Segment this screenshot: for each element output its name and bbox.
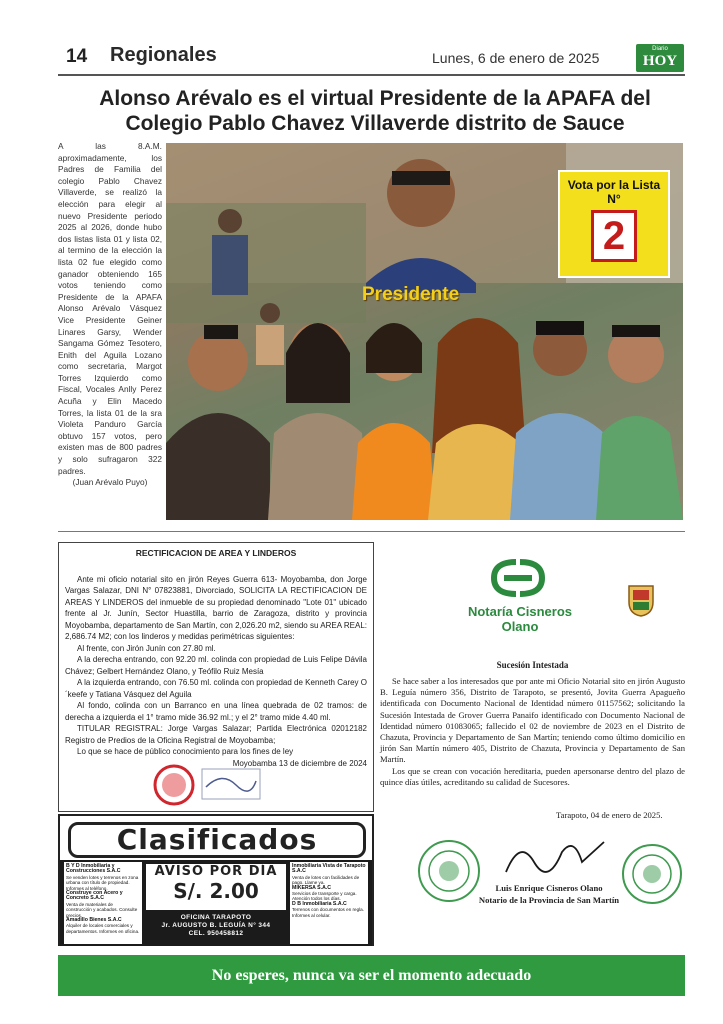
peru-crest-icon — [626, 582, 656, 618]
article-photo — [166, 143, 683, 520]
notaria-body — [380, 676, 685, 788]
signer-role: Notario de la Provincia de San Martín — [478, 895, 620, 905]
notice-paragraph: A la izquierda entrando, con 76.50 ml. colinda con propiedad de Kenneth Carey O´keefe y Tatiana Vásquez del Aguila — [65, 678, 367, 699]
aviso-box — [146, 864, 286, 910]
signer-name: Luis Enrique Cisneros Olano — [495, 883, 603, 893]
notaria-logo-icon — [488, 556, 548, 600]
notice-paragraph: Lo que se hace de público conocimiento para los fines de ley — [77, 747, 294, 756]
aviso-price: S/. 2.00 — [173, 879, 259, 903]
notaria-title: Sucesión Intestada — [496, 660, 569, 670]
notaria-notice — [380, 542, 685, 905]
vote-box — [558, 170, 670, 278]
article-body — [58, 141, 162, 489]
notice-title: RECTIFICACION DE AREA Y LINDEROS — [135, 548, 297, 558]
ad-text: Venta de materiales de construcción y acabados. Consulte precios. — [66, 901, 138, 918]
notice-paragraph: Ante mi oficio notarial sito en jirón Reyes Guerra 613- Moyobamba, don Jorge Vargas Salazar, DNI N° 07823881, Divorciado, SOLICITA LA RECTIFICACION DE AREAS Y LINDEROS del inmueble de su propiedad denominado "Lote 01" ubicado frente al Jr. Junín, Sector Huastilla, barrio de Zaragoza, distrito y provincia Moyobamba, departamento de San Martín, con 2,026.20 m2, siendo su AREA REAL: 2,686.74 M2; con los linderos y medidas perimétricas siguientes: — [65, 574, 367, 641]
newspaper-logo[interactable] — [636, 44, 684, 72]
notary-stamp-icon — [152, 763, 264, 807]
footer-banner: No esperes, nunca va ser el momento adecuado — [58, 955, 685, 996]
logo-small-text: Diario — [652, 46, 668, 52]
notary-seal-right-icon — [620, 842, 684, 906]
section-title: Regionales — [110, 44, 217, 66]
vote-number: 2 — [591, 210, 637, 262]
ad-name: Amadillo Bienes S.A.C — [66, 917, 122, 924]
issue-date: Lunes, 6 de enero de 2025 — [432, 50, 600, 66]
ad-text: Servicios de transporte y carga. Atención todos los días. — [292, 891, 357, 902]
vote-text: Vota por la Lista N° — [567, 178, 661, 206]
notice-date: Moyobamba 13 de diciembre de 2024 — [232, 758, 367, 768]
office-info — [146, 914, 286, 938]
article-body-text: A las 8.A.M. aproximadamente, los Padres de Familia del colegio Pablo Chavez Villaverde, se realizó la elección para elegir al nuevo Presidente periodo 2025 al 2026, donde hubo dos listas lista 01 y lista 02, al termino de la elección la lista 02 fue elegido como ganador obteniendo 165 votos teniendo como Presidente de la APAFA Alonso Arévalo Vásquez Vice Presidente Geiner Linares Garsy, Wender Sangama Gómez Tesotero, Enith del Aguila Lozano como secretaria, Margot Torres Izquierdo como Fiscal, Vocales Anlly Perez Acuña y Elin Macedo Torres, la lista 01 de la sra Violeta Panduro García obtuvo 157 votos, pero existen mas de 800 padres y solo sufragaron 322 padres. — [58, 141, 162, 476]
notice-paragraph: Al fondo, colinda con un Barranco en una línea quebrada de 02 tramos: de derecha a izquierda el 1° tramo mide 36.92 ml.; y el 2° tramo mide 4.40 ml. — [65, 701, 367, 722]
ad-name: B Y D Inmobiliaria y Construcciones S.A.C — [66, 863, 121, 875]
notaria-signer — [474, 882, 624, 906]
notaria-paragraph: Se hace saber a los interesados que por ante mi Oficio Notarial sito en jirón Augusto B. Leguía número 356, Distrito de Tarapoto, se presentó, Jovita Guerra Apagueño identificada con Documento Nacional de Identidad número 01157562; solicitando la Sucesión Intestada de Grover Guerra Panaifo identificado con Documento Nacional de Identidad número 01083065; fallecido el 02 de noviembre de 2023 en el Distrito de Chazuta, Provincia y Departamento de San Martín; teniendo como último domicilio en jirón San Martín número 405, Distrito de Chazuta, Provincia y Departamento de San Martín. — [380, 676, 685, 765]
ad-name: Inmobiliaria Vista de Tarapoto S.A.C — [292, 863, 366, 875]
article-byline: (Juan Arévalo Puyo) — [72, 477, 148, 488]
ad-text: Terrenos con documentos en regla. Informes al celular. — [292, 907, 365, 918]
ad-name: MIKERSA S.A.C — [292, 884, 332, 891]
signature-icon — [500, 832, 610, 880]
header-rule — [58, 74, 685, 76]
ad-name: D B Inmobiliaria S.A.C — [292, 900, 347, 907]
right-ads-column — [290, 862, 368, 944]
aviso-label: AVISO POR DÍA — [154, 864, 278, 879]
ad-name: Construye con Acero y Concreto S.A.C — [66, 890, 123, 902]
notice-paragraph: Al frente, con Jirón Junín con 27.80 ml. — [77, 643, 216, 653]
clasificados-title: Clasificados — [68, 822, 366, 858]
clasificados-box — [58, 814, 374, 946]
notice-paragraph: A la derecha entrando, con 92.20 ml. colinda con propiedad de Luis Felipe Dávila Chávez; Gelbert Hernández Olano, y Teófilo Ruiz Mesía — [65, 655, 367, 676]
logo-big-text: HOY — [642, 53, 678, 69]
notice-paragraph: TITULAR REGISTRAL: Jorge Vargas Salazar; Partida Electrónica 02012182 Registro de Predios de la Oficina Registral de Moyobamba; — [65, 724, 367, 745]
section-divider — [58, 531, 685, 532]
notary-seal-left-icon — [416, 838, 482, 904]
page-number: 14 — [66, 46, 88, 67]
ad-text: Venta de lotes con facilidades de pago. Llame ya. — [292, 874, 360, 886]
article-headline: Alonso Arévalo es el virtual Presidente de la APAFA del Colegio Pablo Chavez Villaverde distrito de Sauce — [99, 87, 651, 135]
notaria-place-date: Tarapoto, 04 de enero de 2025. — [556, 810, 663, 820]
rectificacion-notice — [58, 542, 374, 812]
ad-text: Alquiler de locales comerciales y departamentos. Informes en oficina. — [66, 923, 140, 934]
office-phone: CEL. 950458812 — [188, 930, 244, 937]
notaria-name: Notaría Cisneros Olano — [467, 604, 573, 634]
left-ads-column — [64, 862, 142, 944]
office-address: Jr. AUGUSTO B. LEGUÍA N° 344 — [161, 922, 271, 929]
presidente-label: Presidente — [362, 284, 460, 305]
notaria-paragraph: Los que se crean con vocación hereditaria, pueden apersonarse dentro del plazo de quince días útiles, acreditando su calidad de Sucesores. — [380, 765, 685, 787]
ad-text: Se venden lotes y terrenos en zona urbana con título de propiedad. Informes al teléfono. — [66, 874, 139, 891]
office-label: OFICINA TARAPOTO — [180, 914, 252, 921]
